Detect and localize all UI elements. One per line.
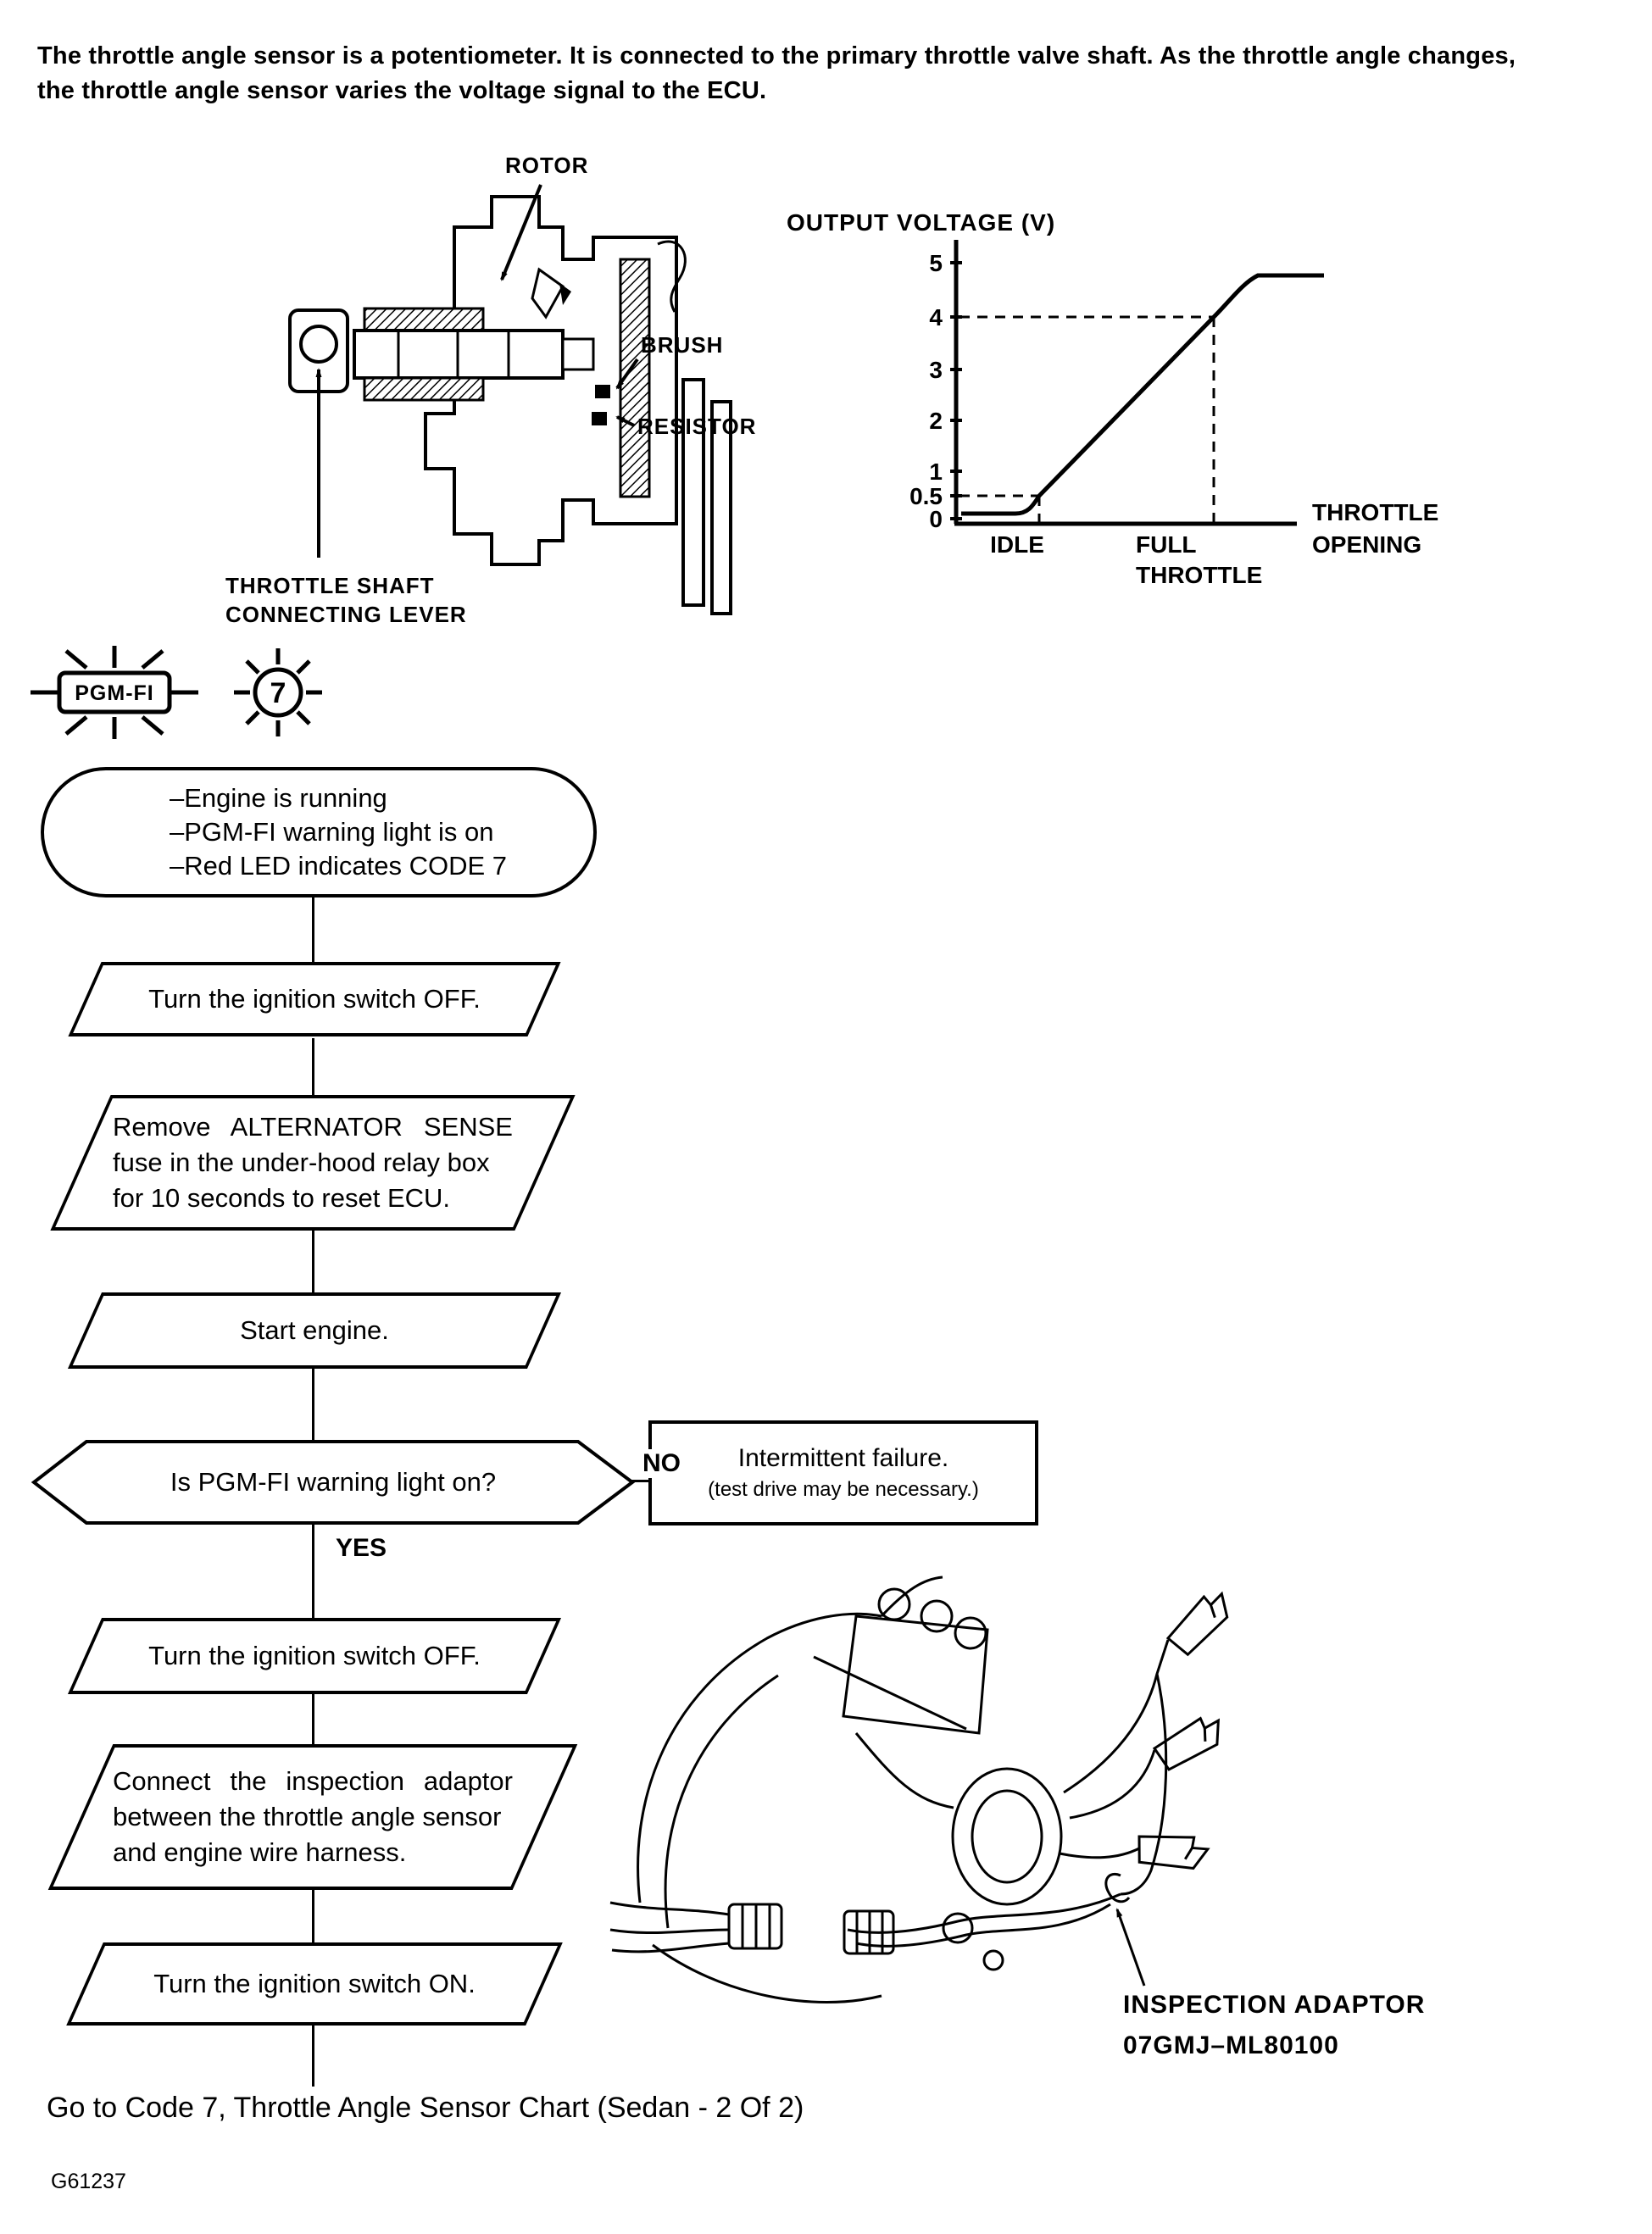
connector-8 [312,2026,314,2087]
harness-branch-1 [1064,1640,1168,1792]
shaft-stub [563,339,593,370]
flow-intermittent-failure [648,1420,1038,1525]
connect-adaptor-line-3: and engine wire harness. [113,1837,407,1867]
lever-label-line1: THROTTLE SHAFT [225,573,435,598]
lever-hole [301,326,337,362]
inspection-adaptor-label-line1: INSPECTION ADAPTOR [1123,1991,1426,2019]
linkage-line-1 [814,1657,966,1729]
inspection-adaptor-label-line2: 07GMJ–ML80100 [1123,2031,1339,2059]
flow-step-connect-adaptor [48,1744,578,1890]
xtick-full-line2: THROTTLE [1136,562,1263,588]
flow-step-ignition-off-2 [68,1618,561,1694]
bracket-line [882,1577,943,1616]
decision-warning-light-text: Is PGM-FI warning light on? [170,1467,497,1497]
remove-fuse-line-3: for 10 seconds to reset ECU. [113,1183,451,1213]
connector-plug-1 [610,1903,782,1952]
ytick-label-4: 4 [929,304,943,331]
ytick-label-0: 0 [929,506,943,532]
branch-label-yes: YES [332,1534,390,1563]
flow-start-terminator [41,767,597,897]
intro-line-1: The throttle angle sensor is a potentiometer. It is connected to the primary throttle valve shaft. As the throttle angle changes, [37,42,1516,69]
flow-decision-warning-light [31,1439,636,1525]
pgm-fi-lamp-label: PGM-FI [75,681,154,705]
alligator-clip-1 [1166,1582,1236,1662]
flow-step-ignition-off-2-text: Turn the ignition switch OFF. [148,1641,481,1670]
throttle-port-outer [953,1769,1061,1904]
flow-step-ignition-off-1 [68,962,560,1036]
output-voltage-chart [763,193,1458,600]
chart-title: OUTPUT VOLTAGE (V) [787,209,1056,236]
throttle-port-inner [972,1791,1042,1882]
code-7-number: 7 [270,677,286,709]
remove-fuse-line-1: Remove ALTERNATOR SENSE [113,1112,513,1142]
harness-branch-2 [1070,1750,1154,1818]
xtick-full-line1: FULL [1136,531,1197,558]
harness-branch-3 [1060,1848,1139,1858]
alligator-clip-3 [1136,1827,1210,1876]
flow-step-ignition-off-1-text: Turn the ignition switch OFF. [148,984,481,1014]
throttle-body-inner [665,1676,778,1928]
intermittent-line-2: (test drive may be necessary.) [708,1478,979,1501]
shaft-thread-upper [364,308,483,331]
start-condition-1: –Engine is running [170,783,387,813]
goto-instruction: Go to Code 7, Throttle Angle Sensor Chart (Sedan - 2 Of 2) [47,2092,804,2124]
sensor-cross-section-figure [203,117,848,625]
ytick-label-5: 5 [929,250,943,276]
xtick-idle: IDLE [990,531,1044,558]
start-condition-2: –PGM-FI warning light is on [170,817,494,847]
bolt-2 [984,1951,1003,1970]
resistor-label: RESISTOR [637,414,757,439]
ytick-label-05: 0.5 [909,483,943,509]
injector-block [843,1616,987,1733]
adaptor-label-arrow [1117,1909,1144,1986]
start-condition-3: –Red LED indicates CODE 7 [170,851,508,881]
connector-4 [312,1367,314,1442]
intro-paragraph [37,39,1631,108]
voltage-curve [961,275,1324,514]
linkage-line-2 [856,1733,954,1808]
resistor-contact [592,412,607,425]
connect-adaptor-line-2: between the throttle angle sensor [113,1802,502,1831]
connector-7 [312,1888,314,1946]
engine-illustration [602,1538,1458,2089]
throttle-body-outline [638,1614,882,1903]
intro-line-2: the throttle angle sensor varies the voltage signal to the ECU. [37,77,767,104]
connector-5-yes [312,1522,314,1620]
xaxis-label-line1: THROTTLE [1312,499,1439,525]
connect-adaptor-line-1: Connect the inspection adaptor [113,1766,513,1796]
brush-contact [595,385,610,398]
flow-step-start-engine-text: Start engine. [240,1315,389,1345]
shaft-thread-lower [364,378,483,400]
injector-cap-2 [921,1601,952,1631]
harness-sweep [848,1894,1121,1932]
connector-6 [312,1692,314,1746]
flow-step-ignition-on [66,1942,563,2026]
flow-step-remove-fuse [50,1095,575,1231]
intermittent-line-1: Intermittent failure. [737,1444,949,1472]
connector-3 [312,1229,314,1294]
ytick-label-3: 3 [929,357,943,383]
harness-trunk [1121,1674,1166,1894]
connector-1 [312,897,314,965]
branch-label-no: NO [639,1449,684,1478]
injector-cap-3 [955,1618,986,1648]
ytick-label-2: 2 [929,408,943,434]
figure-code: G61237 [51,2170,126,2193]
flow-step-ignition-on-text: Turn the ignition switch ON. [153,1969,476,1998]
remove-fuse-line-2: fuse in the under-hood relay box [113,1148,490,1177]
rotor-label: ROTOR [505,153,589,178]
brush-label: BRUSH [641,332,724,358]
lever-label-line2: CONNECTING LEVER [225,602,467,625]
flow-step-start-engine [68,1292,561,1369]
warning-indicators [24,637,346,756]
connector-2 [312,1038,314,1097]
ytick-label-1: 1 [929,458,943,485]
xaxis-label-line2: OPENING [1312,531,1422,558]
